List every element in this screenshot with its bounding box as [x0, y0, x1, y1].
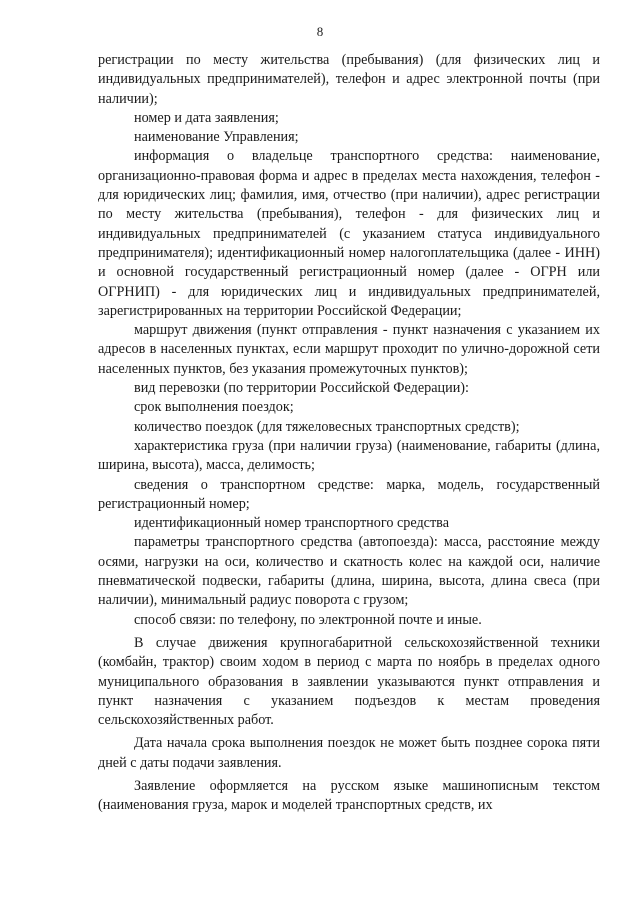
paragraph-route: маршрут движения (пункт отправления - пункт назначения с указанием их адресов в населенных пунктах, если маршрут проходит по улично-дорожной сети населенных пунктов, без указания промежуточных пунктов); [98, 322, 600, 377]
paragraph-cargo-characteristics: характеристика груза (при наличии груза) (наименование, габариты (длина, ширина, высота), масса, делимость; [98, 437, 600, 474]
paragraph-application-number-date: номер и дата заявления; [134, 109, 279, 126]
document-body [98, 51, 600, 816]
paragraph-agricultural-machinery: В случае движения крупногабаритной сельскохозяйственной техники (комбайн, трактор) своим ходом в период с марта по ноябрь в пределах одного муниципального образования в заявлении указываются пункт отправления и пункт назначения с указанием подъездов к местам проведения сельскохозяйственных работ. [98, 634, 600, 729]
paragraph-vehicle-id-number: идентификационный номер транспортного средства [134, 515, 449, 532]
paragraph-start-date-limit: Дата начала срока выполнения поездок не может быть позднее сорока пяти дней с даты подачи заявления. [98, 735, 600, 771]
paragraph-vehicle-owner-info: информация о владельце транспортного средства: наименование, организационно-правовая форма и адрес в пределах места нахождения, телефон - для юридических лиц; фамилия, имя, отчество (при наличии), адрес регистрации по месту жительства (пребывания), телефон - для физических лиц и индивидуальных предпринимателей (с указанием статуса индивидуального предпринимателя); идентификационный номер налогоплательщика (далее - ИНН) и основной государственный регистрационный номер (далее - ОГРН или ОГРНИП) - для юридических лиц и индивидуальных предпринимателей, зарегистрированных на территории Российской Федерации; [98, 148, 600, 319]
paragraph-trip-period: срок выполнения поездок; [134, 399, 294, 416]
page-number: 8 [316, 24, 324, 39]
paragraph-directorate-name: наименование Управления; [134, 129, 299, 146]
paragraph-registration-address: регистрации по месту жительства (пребывания) (для физических лиц и индивидуальных предпринимателей), телефон и адрес электронной почты (при наличии); [98, 52, 600, 107]
paragraph-vehicle-details: сведения о транспортном средстве: марка, модель, государственный регистрационный номер; [98, 476, 600, 512]
paragraph-transport-type: вид перевозки (по территории Российской Федерации): [134, 380, 469, 397]
paragraph-application-language: Заявление оформляется на русском языке машинописным текстом (наименования груза, марок и моделей транспортных средств, их [98, 777, 600, 814]
paragraph-trip-count: количество поездок (для тяжеловесных транспортных средств); [134, 418, 520, 435]
paragraph-vehicle-parameters: параметры транспортного средства (автопоезда): масса, расстояние между осями, нагрузки на оси, количество и скатность колес на каждой оси, наличие пневматической подвески, габариты (длина, ширина, высота, длина свеса (при наличии), минимальный радиус поворота с грузом; [98, 534, 600, 609]
paragraph-contact-method: способ связи: по телефону, по электронной почте и иные. [134, 611, 482, 628]
